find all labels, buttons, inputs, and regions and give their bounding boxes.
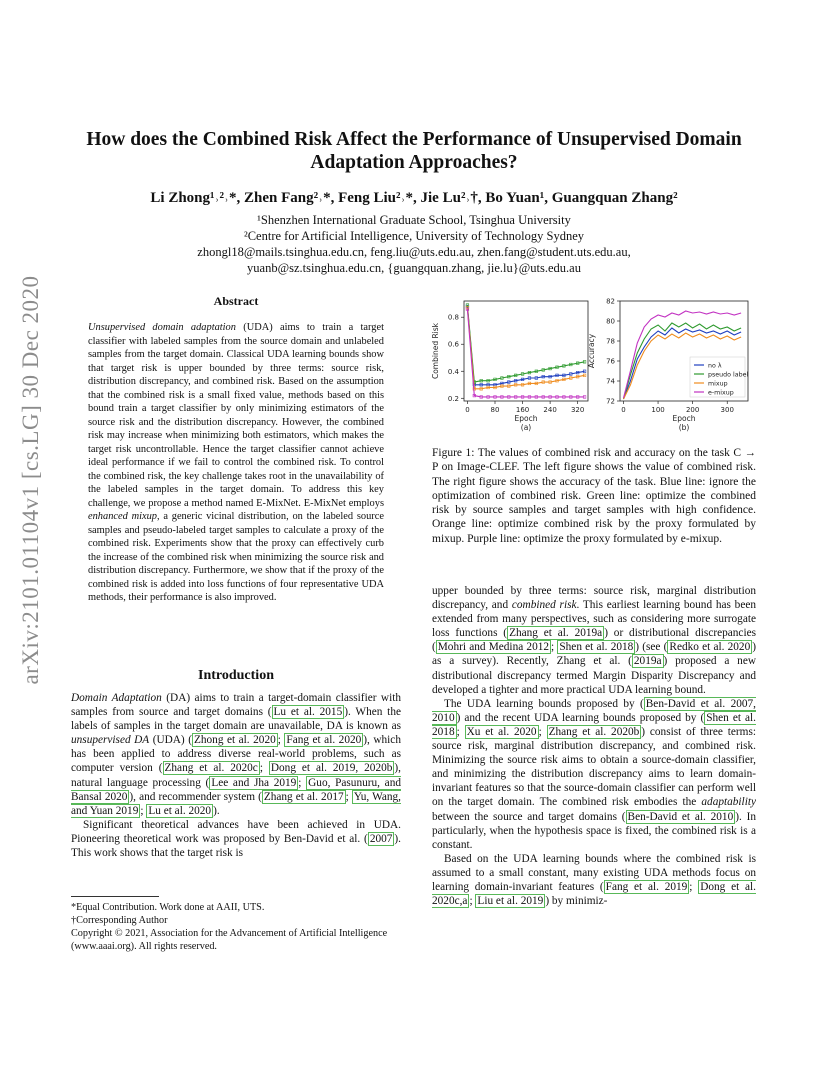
abstract-heading: Abstract xyxy=(213,294,259,308)
text: ) consist of three terms: source risk, marginal distribution discrepancy, and combined risk. Minimizing the source risk aims to obtain a source-domain classifier, and minimizing the distribution discrepancy aims to learn domain-invariant features so that the source-domain classifier can perform well on the target domain. The combined risk embodies the xyxy=(432,725,756,809)
text: between the source and target domains ( xyxy=(432,810,626,823)
text: ). xyxy=(213,804,220,817)
left-y-axis-label: Combined Risk xyxy=(431,322,440,380)
intro-body xyxy=(71,691,401,860)
intro-paragraph-1 xyxy=(71,691,401,818)
text: ). This work shows that the target risk is xyxy=(71,832,401,860)
citation-link[interactable]: Fang et al. 2020 xyxy=(286,734,362,747)
author-list: Li Zhong¹˒²˒*, Zhen Fang²˒*, Feng Liu²˒*, Jie Lu²˒†, Bo Yuan¹, Guangquan Zhang² xyxy=(150,190,678,206)
citation-link[interactable]: Shen et al. 2018 xyxy=(559,641,634,654)
citation-link[interactable]: Lee and Jha 2019 xyxy=(211,776,297,789)
text: ; xyxy=(456,725,465,738)
right-y-tick-label: 78 xyxy=(606,337,615,346)
right-panel-label: (b) xyxy=(678,423,690,432)
footnote-corresponding-author: †Corresponding Author xyxy=(71,915,168,926)
right-x-tick-label: 100 xyxy=(651,406,665,414)
left-series-line-1 xyxy=(467,305,584,382)
text: ). When the labels of samples in the target domain are unavailable, DA is known as xyxy=(71,706,401,733)
citation-link[interactable]: Xu et al. 2020 xyxy=(466,725,537,738)
text: ) as a survey). Recently, Zhang et al. ( xyxy=(432,641,756,668)
citation-link[interactable]: Ben-David et al. 2007, 2010 xyxy=(432,697,756,724)
left-y-tick-label: 0.8 xyxy=(447,313,459,322)
text: ) and the recent UDA learning bounds proposed by ( xyxy=(456,711,705,724)
text: ; xyxy=(298,776,307,789)
left-panel-label: (a) xyxy=(520,423,532,432)
right-x-tick-label: 300 xyxy=(720,406,734,414)
text: ; xyxy=(551,641,558,654)
citation-link[interactable]: Guo, Pasunuru, and Bansal 2020 xyxy=(71,776,401,803)
copyright-notice: Copyright © 2021, Association for the Advancement of Artificial Intelligence (www.aaai.org). All rights reserved. xyxy=(71,928,388,952)
right-paragraph-1 xyxy=(432,584,756,697)
right-y-axis-label: Accuracy xyxy=(587,333,596,369)
left-x-axis-label: Epoch xyxy=(514,414,538,423)
text: ), natural language processing ( xyxy=(71,762,401,789)
citation-link[interactable]: Zhang et al. 2017 xyxy=(263,790,344,803)
legend-entry-0: no λ xyxy=(708,362,722,370)
emphasis: Domain Adaptation xyxy=(71,692,162,704)
right-y-tick-label: 74 xyxy=(606,377,615,386)
text: ; xyxy=(689,880,699,893)
text: upper bounded by three terms: source risk, marginal distribution discrepancy, and xyxy=(432,585,756,612)
citation-link[interactable]: 2019a xyxy=(633,655,662,668)
citation-link[interactable]: Yu, Wang, and Yuan 2019 xyxy=(71,790,401,817)
citation-link[interactable]: Redko et al. 2020 xyxy=(669,641,751,654)
legend-entry-1: pseudo label xyxy=(708,371,749,379)
abstract-body xyxy=(88,321,384,605)
citation-link[interactable]: Zhang et al. 2020c xyxy=(164,762,258,775)
paper-title: How does the Combined Risk Affect the Performance of Unsupervised Domain Adaptation Approaches? xyxy=(86,129,742,173)
introduction-heading: Introduction xyxy=(198,668,274,683)
text: ) proposed a new distributional discrepancy termed Margin Disparity Discrepancy and developed a tighter and more practical UDA learning bound. xyxy=(432,655,756,696)
figure-1 xyxy=(426,293,760,438)
text: ), and recommender system ( xyxy=(129,790,262,803)
text: . This earliest learning bound has been extended from many perspectives, such as considering more surrogate loss functions ( xyxy=(432,599,756,640)
citation-link[interactable]: Mohri and Medina 2012 xyxy=(437,641,550,654)
text: ) or distributional discrepancies ( xyxy=(432,627,756,654)
text: (UDA) ( xyxy=(149,734,192,747)
text: ) (see ( xyxy=(635,641,668,654)
right-y-tick-label: 80 xyxy=(606,317,615,326)
affiliation-2: ²Centre for Artificial Intelligence, University of Technology Sydney xyxy=(243,229,585,243)
left-y-tick-label: 0.6 xyxy=(447,340,459,349)
abstract-text-2: , a generic vicinal distribution, on the labeled source samples and pseudo-labeled target samples to calculate a proxy of the combined risk. Experiments show that the proxy can effectively curb the increase of the combined risk when minimizing the source risk and distribution discrepancy. Furthermore, we show that if the proxy of the combined risk is added into loss functions of four representative UDA methods, their performance is also improved. xyxy=(88,511,384,603)
intro-paragraph-2 xyxy=(71,818,401,860)
right-y-tick-label: 72 xyxy=(606,397,615,406)
emphasis: combined risk xyxy=(511,599,577,612)
text: The UDA learning bounds proposed by ( xyxy=(444,697,644,710)
text: ; xyxy=(140,804,147,817)
text: ; xyxy=(345,790,352,803)
right-paragraph-3 xyxy=(432,852,756,908)
text: ; xyxy=(277,734,285,747)
citation-link[interactable]: Lu et al. 2020 xyxy=(148,804,212,817)
citation-link[interactable]: Shen et al. 2018 xyxy=(432,711,757,738)
left-y-tick-label: 0.2 xyxy=(447,394,459,403)
left-x-tick-label: 240 xyxy=(543,406,557,414)
abstract-emphasis: Unsupervised domain adaptation xyxy=(88,322,236,333)
left-x-tick-label: 320 xyxy=(570,406,585,414)
right-y-tick-label: 82 xyxy=(606,297,615,306)
left-x-tick-label: 80 xyxy=(490,406,500,414)
right-x-axis-label: Epoch xyxy=(672,414,696,423)
left-x-tick-label: 0 xyxy=(465,406,470,414)
right-column-body xyxy=(432,584,756,908)
citation-link[interactable]: Liu et al. 2019 xyxy=(477,895,544,908)
text: (DA) aims to train a target-domain classifier with samples from source and target domains ( xyxy=(71,692,401,719)
text: Significant theoretical advances have been achieved in UDA. Pioneering theoretical work was proposed by Ben-David et al. ( xyxy=(71,818,401,845)
text: ), which has been applied to address diverse real-world problems, such as computer version ( xyxy=(71,734,401,775)
arxiv-stamp: arXiv:2101.01104v1 [cs.LG] 30 Dec 2020 xyxy=(18,275,43,685)
legend-entry-3: e-mixup xyxy=(708,389,734,397)
text: ; xyxy=(469,895,476,908)
text: ; xyxy=(259,762,269,775)
citation-link[interactable]: Dong et al. 2019, 2020b xyxy=(270,762,393,775)
citation-link[interactable]: 2007 xyxy=(369,832,393,845)
email-line-2: yuanb@sz.tsinghua.edu.cn, {guangquan.zhang, jie.lu}@uts.edu.au xyxy=(247,261,581,275)
left-series-line-2 xyxy=(467,308,584,389)
affiliation-1: ¹Shenzhen International Graduate School, Tsinghua University xyxy=(257,213,571,227)
text: ). In particularly, when the hypothesis space is fixed, the combined risk is a constant. xyxy=(432,810,757,851)
right-x-tick-label: 200 xyxy=(685,406,700,414)
abstract-text: (UDA) aims to train a target classifier with labeled samples from the source domain and unlabeled samples from the target domain. Classical UDA learning bounds show that target risk is upper bounded by three terms: source risk, distribution discrepancy, and combined risk. Based on the assumption that the combined risk is a small fixed value, methods based on this bound train a target classifier by only minimizing estimators of the source risk and the distribution discrepancy. However, the combined risk may increase when minimizing both estimators, which makes the target risk uncontrollable. Hence the target classifier cannot achieve ideal performance if we fail to control the combined risk. To control the combined risk, the key challenge takes root in the unavailability of the labeled samples in the target domain. To address this key challenge, we propose a method named E-MixNet. E-MixNet employs xyxy=(88,322,384,509)
emphasis: unsupervised DA xyxy=(71,734,150,747)
citation-link[interactable]: Zhang et al. 2020b xyxy=(548,725,640,738)
right-y-tick-label: 76 xyxy=(606,357,615,366)
abstract-emphasis-2: enhanced mixup xyxy=(88,511,157,522)
figure-1-caption: Figure 1: The values of combined risk and accuracy on the task C → P on Image-CLEF. The left figure shows the value of combined risk. The right figure shows the accuracy of the task. Blue line: ignore the optimization of combined risk. Green line: optimize the combined risk by source samples and target samples with high confidence. Orange line: optimize combined risk by the proxy formulated by mixup. Purple line: optimize the proxy formulated by e-mixup. xyxy=(432,447,756,545)
footnote-equal-contribution: *Equal Contribution. Work done at AAII, UTS. xyxy=(71,902,265,913)
footnote-divider xyxy=(71,896,159,897)
citation-link[interactable]: Dong et al. 2020c,a xyxy=(432,880,756,908)
text: ; xyxy=(538,725,547,738)
legend-entry-2: mixup xyxy=(708,380,728,388)
right-x-tick-label: 0 xyxy=(621,406,626,414)
citation-link[interactable]: Zhong et al. 2020 xyxy=(193,734,276,747)
citation-link[interactable]: Fang et al. 2019 xyxy=(605,880,688,893)
left-x-tick-label: 160 xyxy=(515,406,530,414)
email-line-1: zhongl18@mails.tsinghua.edu.cn, feng.liu@uts.edu.au, zhen.fang@student.uts.edu.au, xyxy=(197,245,631,259)
left-y-tick-label: 0.4 xyxy=(447,367,459,376)
text: ) by minimiz- xyxy=(545,895,608,908)
citation-link[interactable]: Zhang et al. 2019a xyxy=(509,627,603,640)
figure-1-plots xyxy=(426,293,760,438)
citation-link[interactable]: Ben-David et al. 2010 xyxy=(627,810,734,823)
right-paragraph-2 xyxy=(432,697,756,852)
text: Based on the UDA learning bounds where the combined risk is assumed to a small constant, many existing UDA methods focus on learning domain-invariant features ( xyxy=(432,852,756,893)
citation-link[interactable]: Lu et al. 2015 xyxy=(273,706,343,719)
emphasis: adaptability xyxy=(701,796,756,809)
